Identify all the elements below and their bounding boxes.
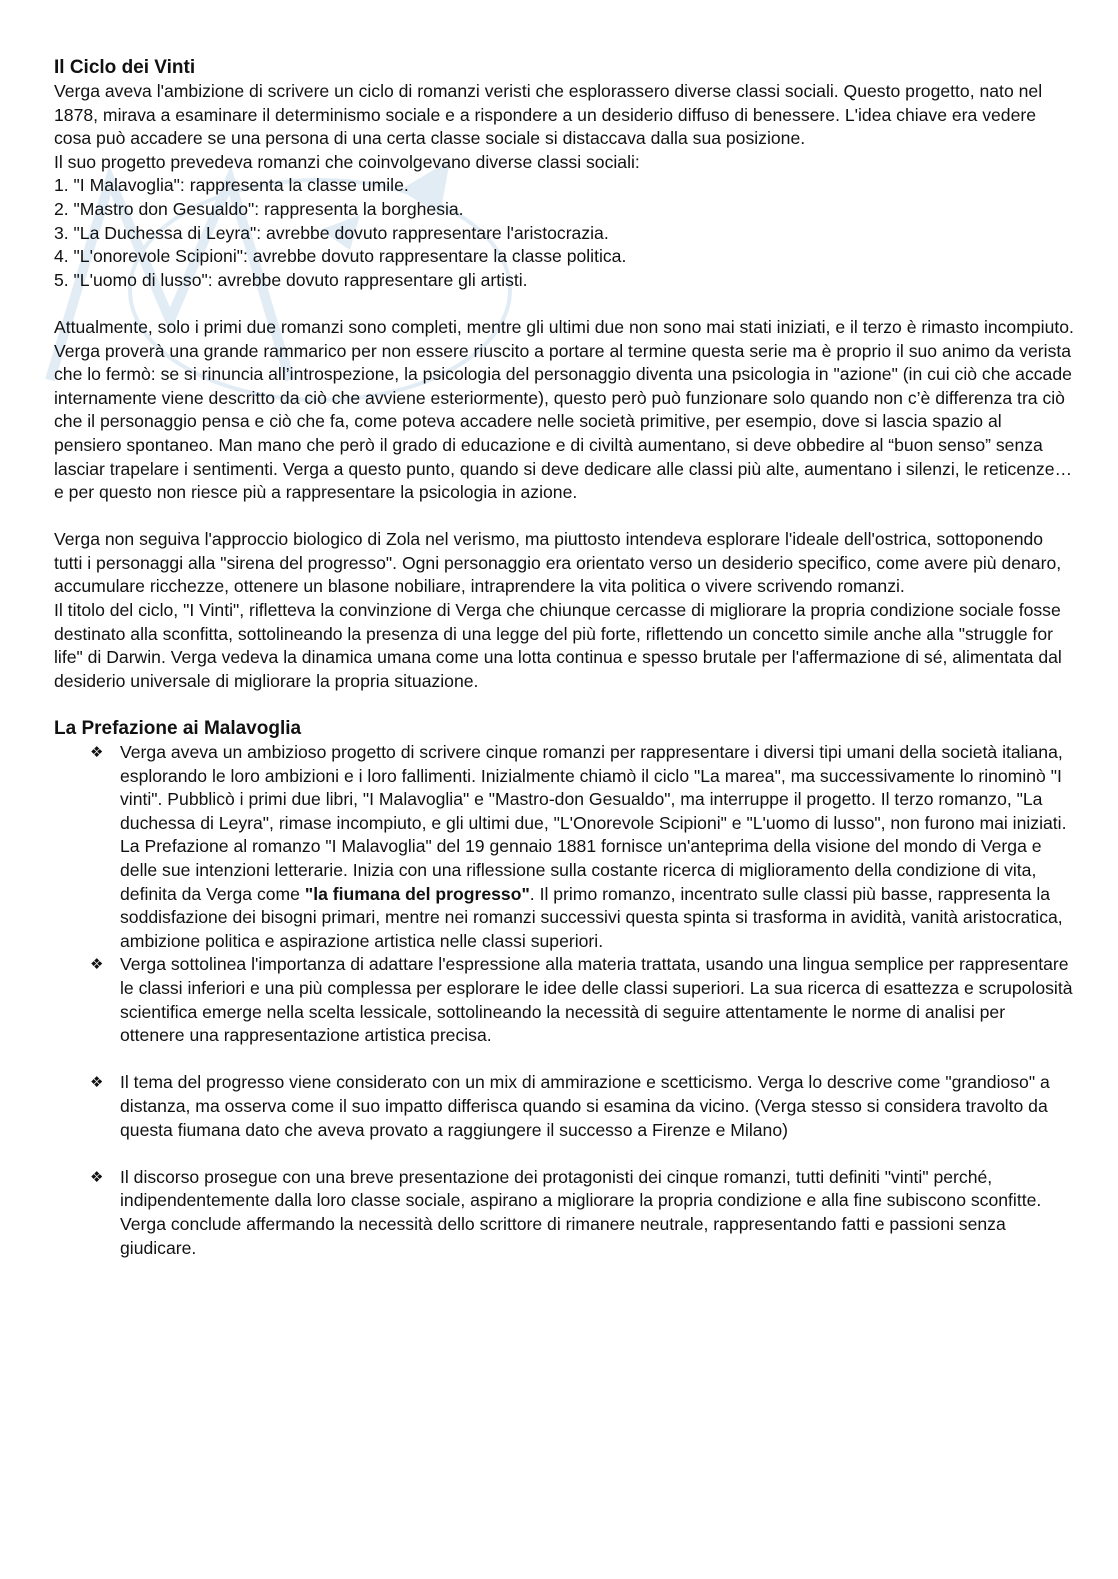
bullet-text: Verga aveva un ambizioso progetto di scrivere cinque romanzi per rappresentare i diversi tipi umani della società italiana, esplorando le loro ambizioni e i loro fallimenti. Inizialmente chiamò il ciclo "La marea", ma successivamente lo rinominò "I vinti". Pubblicò i primi due libri, "I Malavoglia" e "Mastro-don Gesualdo", ma interruppe il progetto. Il terzo romanzo, "La duchessa di Leyra", rimase incompiuto, e gli ultimi due, "L'Onorevole Scipioni" e "L'uomo di lusso", non furono mai iniziati. [120, 742, 1067, 833]
paragraph-zola: Verga non seguiva l'approccio biologico di Zola nel verismo, ma piuttosto intendeva esplorare l'ideale dell'ostrica, sottoponendo tutti i personaggi alla "sirena del progresso". Ogni personaggio era orientato verso un desiderio specifico, come avere più denaro, accumulare ricchezze, ottenere un blasone nobiliare, intraprendere la vita politica o vivere scrivendo romanzi. [54, 529, 1062, 597]
list-item: 1. "I Malavoglia": rappresenta la classe umile. [54, 175, 409, 196]
bullet-text: Verga sottolinea l'importanza di adattare l'espressione alla materia trattata, usando una lingua semplice per rappresentare le classi inferiori e una più complessa per esplorare le idee delle classi superiori. La sua ricerca di esattezza e scrupolosità scientifica emerge nella scelta lessicale, sottolineando la necessità di seguire attentamente le norme di analisi per ottenere una rappresentazione artistica precisa. [120, 954, 1073, 1046]
diamond-bullet-icon: ❖ [90, 1167, 104, 1186]
bullet-item [90, 1166, 1074, 1260]
bullet-item [90, 953, 1074, 1047]
prefazione-bullets [54, 741, 1074, 1260]
diamond-bullet-icon: ❖ [90, 1073, 104, 1092]
bullet-item [90, 1071, 1074, 1142]
diamond-bullet-icon: ❖ [90, 743, 104, 762]
paragraph-project: Il suo progetto prevedeva romanzi che coinvolgevano diverse classi sociali: [54, 151, 640, 172]
paragraph-intro: Verga aveva l'ambizione di scrivere un ciclo di romanzi veristi che esplorassero diverse classi sociali. Questo progetto, nato nel 1878, mirava a esaminare il determinismo sociale e a rispondere a un desiderio diffuso di benessere. L'idea chiave era vedere cosa può accadere se una persona di una certa classe sociale si distaccava dalla sua posizione. [54, 81, 1043, 149]
bullet-item [90, 741, 1074, 953]
bullet-text: Il tema del progresso viene considerato con un mix di ammirazione e scetticismo. Verga lo descrive come "grandioso" a distanza, ma osserva come il suo impatto differisca quando si esamina da vicino. (Verga stesso si considera travolto da questa fiumana dato che aveva provato a raggiungere il successo a Firenze e Milano) [120, 1072, 1050, 1140]
paragraph-title: Il titolo del ciclo, "I Vinti", rifletteva la convinzione di Verga che chiunque cercasse di migliorare la propria condizione sociale fosse destinato alla sconfitta, sottolineando la presenza di una legge del più forte, riflettendo un concetto simile anche alla "struggle for life" di Darwin. Verga vedeva la dinamica umana come una lotta continua e spesso brutale per l'affermazione di sé, alimentata dal desiderio universale di migliorare la propria situazione. [54, 600, 1062, 691]
list-item: 4. "L'onorevole Scipioni": avrebbe dovuto rappresentare la classe politica. [54, 246, 627, 267]
document-page [54, 56, 1074, 1260]
bullet-text: La Prefazione al romanzo "I Malavoglia" del 19 gennaio 1881 fornisce un'anteprima della visione del mondo di Verga e delle sue intenzioni letterarie. Inizia con una riflessione sulla costante ricerca di miglioramento della condizione di vita, definita da Verga come "la fiumana del progresso". Il primo romanzo, incentrato sulle classi più basse, rappresenta la soddisfazione dei bisogni primari, mentre nei romanzi successivi questa spinta si trasforma in avidità, vanità aristocratica, ambizione politica e aspirazione artistica nelle classi superiori. [120, 836, 1063, 951]
section-title-prefazione: La Prefazione ai Malavoglia [54, 718, 302, 740]
list-item: 2. "Mastro don Gesualdo": rappresenta la borghesia. [54, 198, 464, 219]
bold-quote: "la fiumana del progresso" [304, 883, 530, 904]
diamond-bullet-icon: ❖ [90, 955, 104, 974]
bullet-text: Il discorso prosegue con una breve presentazione dei protagonisti dei cinque romanzi, tutti definiti "vinti" perché, indipendentemente dalla loro classe sociale, aspirano a migliorare la propria condizione e alla fine subiscono sconfitte. Verga conclude affermando la necessità dello scrittore di rimanere neutrale, rappresentando fatti e passioni senza giudicare. [120, 1166, 1042, 1258]
novels-list [54, 174, 1074, 292]
paragraph-status: Attualmente, solo i primi due romanzi sono completi, mentre gli ultimi due non sono mai stati iniziati, e il terzo è rimasto incompiuto. Verga proverà una grande rammarico per non essere riuscito a portare al termine questa serie ma è proprio il suo animo da verista che lo fermò: se si rinuncia all’introspezione, la psicologia del personaggio diventa una psicologia in "azione" (in cui ciò che accade internamente viene descritto da ciò che avviene esteriormente), questo però può funzionare solo quando non c’è differenza tra ciò che il personaggio pensa e ciò che fa, come poteva accadere nelle società primitive, per esempio, dove si lascia spazio al pensiero spontaneo. Man mano che però il grado di educazione e di civiltà aumentano, si deve obbedire al “buon senso” senza lasciar trapelare i sentimenti. Verga a questo punto, quando si deve dedicare alle classi più alte, aumentano i silenzi, le reticenze… e per questo non riesce più a rappresentare la psicologia in azione. [54, 316, 1074, 503]
list-item: 3. "La Duchessa di Leyra": avrebbe dovuto rappresentare l'aristocrazia. [54, 222, 609, 243]
list-item: 5. "L'uomo di lusso": avrebbe dovuto rappresentare gli artisti. [54, 269, 528, 290]
section-title-ciclo: Il Ciclo dei Vinti [54, 57, 196, 78]
